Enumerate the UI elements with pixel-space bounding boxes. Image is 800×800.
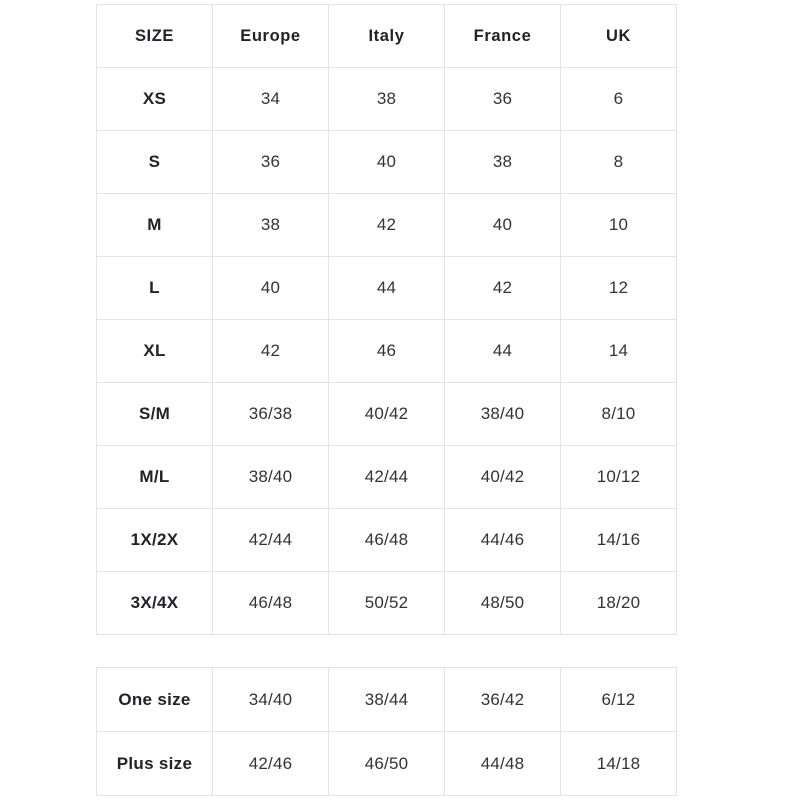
row-label: 3X/4X: [97, 572, 213, 635]
cell-europe: 38/40: [213, 446, 329, 509]
cell-uk: 14: [561, 320, 677, 383]
table-row: [97, 194, 677, 257]
cell-france: 40/42: [445, 446, 561, 509]
cell-uk: 6: [561, 68, 677, 131]
cell-france: 40: [445, 194, 561, 257]
cell-uk: 12: [561, 257, 677, 320]
cell-uk: 8: [561, 131, 677, 194]
cell-europe: 34: [213, 68, 329, 131]
column-header-uk: UK: [561, 5, 677, 68]
one-size-conversion-table: [96, 667, 677, 796]
column-header-size: SIZE: [97, 5, 213, 68]
cell-europe: 42: [213, 320, 329, 383]
table-row: [97, 68, 677, 131]
cell-france: 48/50: [445, 572, 561, 635]
cell-france: 38: [445, 131, 561, 194]
cell-italy: 44: [329, 257, 445, 320]
cell-europe: 36: [213, 131, 329, 194]
cell-italy: 42/44: [329, 446, 445, 509]
table-row: [97, 257, 677, 320]
cell-france: 44/48: [445, 732, 561, 796]
cell-italy: 38: [329, 68, 445, 131]
cell-italy: 46/50: [329, 732, 445, 796]
column-header-europe: Europe: [213, 5, 329, 68]
row-label: 1X/2X: [97, 509, 213, 572]
cell-uk: 10/12: [561, 446, 677, 509]
cell-france: 44: [445, 320, 561, 383]
cell-uk: 18/20: [561, 572, 677, 635]
table-row: [97, 732, 677, 796]
row-label: S: [97, 131, 213, 194]
cell-italy: 50/52: [329, 572, 445, 635]
cell-uk: 8/10: [561, 383, 677, 446]
cell-france: 42: [445, 257, 561, 320]
cell-europe: 36/38: [213, 383, 329, 446]
table-row: [97, 509, 677, 572]
table-row: [97, 668, 677, 732]
size-conversion-table: [96, 4, 677, 635]
table-header-row-group: [97, 5, 677, 68]
table-row: [97, 131, 677, 194]
cell-france: 44/46: [445, 509, 561, 572]
cell-italy: 40: [329, 131, 445, 194]
cell-italy: 46: [329, 320, 445, 383]
cell-france: 36/42: [445, 668, 561, 732]
cell-uk: 10: [561, 194, 677, 257]
row-label-one-size: One size: [97, 668, 213, 732]
table-row: [97, 383, 677, 446]
cell-italy: 46/48: [329, 509, 445, 572]
row-label: L: [97, 257, 213, 320]
cell-uk: 14/18: [561, 732, 677, 796]
cell-europe: 42/44: [213, 509, 329, 572]
cell-uk: 14/16: [561, 509, 677, 572]
cell-france: 38/40: [445, 383, 561, 446]
cell-europe: 38: [213, 194, 329, 257]
column-header-france: France: [445, 5, 561, 68]
table-row: [97, 446, 677, 509]
table-body: [97, 668, 677, 796]
cell-france: 36: [445, 68, 561, 131]
one-size-table-container: [96, 667, 676, 796]
row-label: XL: [97, 320, 213, 383]
cell-europe: 42/46: [213, 732, 329, 796]
row-label: XS: [97, 68, 213, 131]
row-label: S/M: [97, 383, 213, 446]
table-row: [97, 572, 677, 635]
cell-europe: 34/40: [213, 668, 329, 732]
cell-italy: 38/44: [329, 668, 445, 732]
cell-uk: 6/12: [561, 668, 677, 732]
cell-europe: 40: [213, 257, 329, 320]
row-label: M/L: [97, 446, 213, 509]
table-body: [97, 68, 677, 635]
cell-italy: 40/42: [329, 383, 445, 446]
table-row: [97, 320, 677, 383]
cell-italy: 42: [329, 194, 445, 257]
column-header-italy: Italy: [329, 5, 445, 68]
table-header-row: [97, 5, 677, 68]
row-label-plus-size: Plus size: [97, 732, 213, 796]
row-label: M: [97, 194, 213, 257]
cell-europe: 46/48: [213, 572, 329, 635]
main-size-table-container: [96, 4, 676, 635]
